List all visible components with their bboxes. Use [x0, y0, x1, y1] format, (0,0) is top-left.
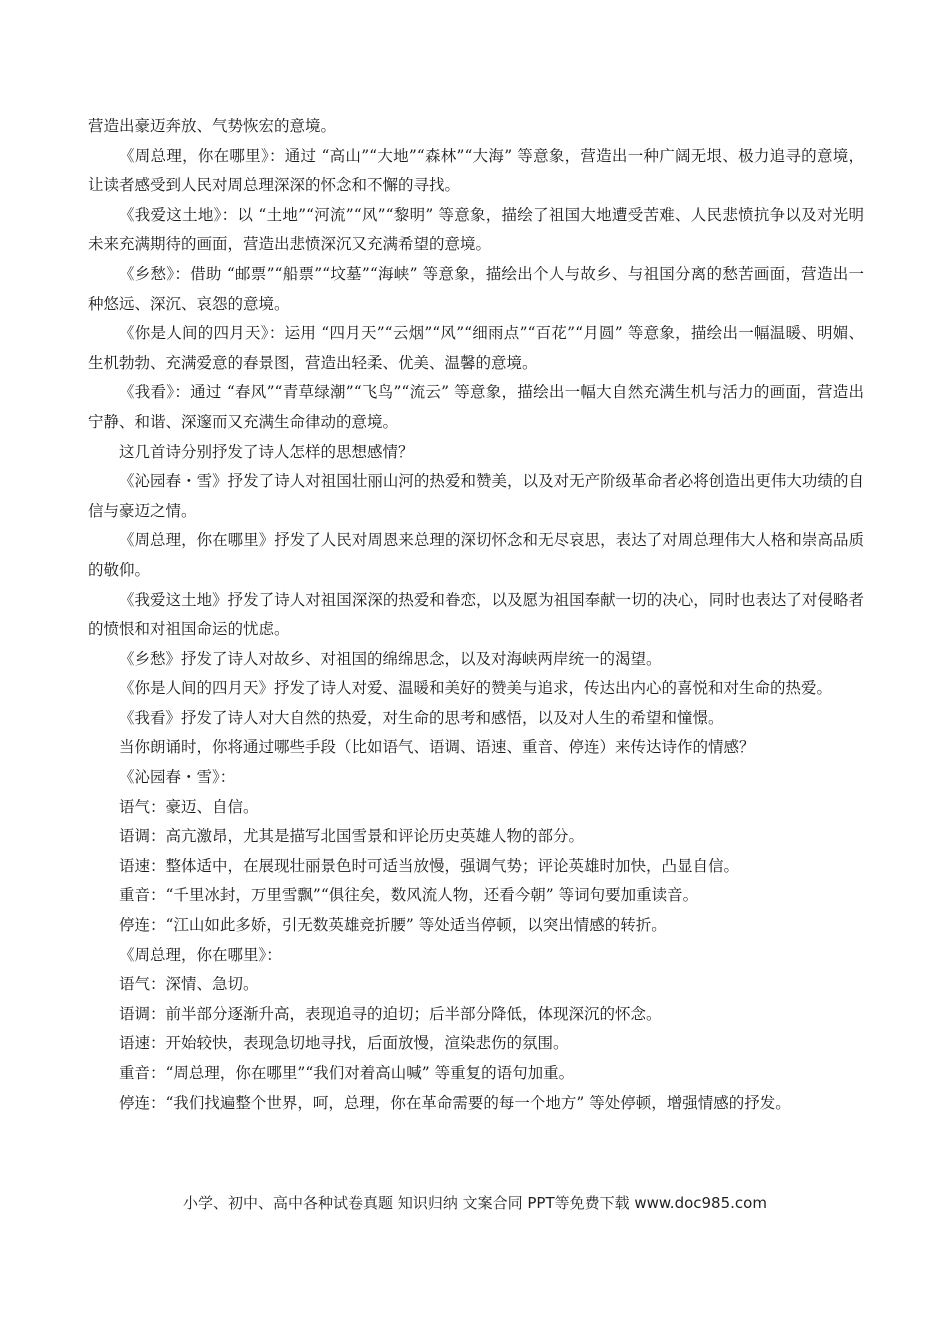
paragraph: 《你是人间的四月天》抒发了诗人对爱、温暖和美好的赞美与追求，传达出内心的喜悦和对生命的热爱。	[119, 679, 833, 698]
paragraph: 语气：豪迈、自信。	[119, 797, 259, 816]
paragraph: 《我爱这土地》：以 “土地”“河流”“风”“黎明” 等意象，描绘了祖国大地遭受苦难、人民悲愤抗争以及对光明未来充满期待的画面，营造出悲愤深沉又充满希望的意境。	[88, 205, 864, 254]
paragraph: 《乡愁》抒发了诗人对故乡、对祖国的绵绵思念，以及对海峡两岸统一的渴望。	[119, 649, 662, 668]
paragraph: 语速：开始较快，表现急切地寻找，后面放慢，渲染悲伤的氛围。	[119, 1034, 569, 1053]
paragraph: 《我爱这土地》抒发了诗人对祖国深深的热爱和眷恋，以及愿为祖国奉献一切的决心，同时也表达了对侵略者的愤恨和对祖国命运的忧虑。	[88, 590, 864, 639]
paragraph: 《周总理，你在哪里》抒发了人民对周恩来总理的深切怀念和无尽哀思，表达了对周总理伟大人格和崇高品质的敬仰。	[88, 531, 864, 579]
paragraph: 语气：深情、急切。	[119, 975, 259, 994]
paragraph: 《乡愁》：借助 “邮票”“船票”“坟墓”“海峡” 等意象，描绘出个人与故乡、与祖国分离的愁苦画面，营造出一种悠远、深沉、哀怨的意境。	[88, 264, 864, 313]
paragraph: 当你朗诵时，你将通过哪些手段（比如语气、语调、语速、重音、停连）来传达诗作的情感？	[119, 738, 755, 757]
paragraph: 《周总理，你在哪里》：	[119, 945, 282, 964]
paragraph: 《我看》抒发了诗人对大自然的热爱，对生命的思考和感悟，以及对人生的希望和憧憬。	[119, 708, 724, 727]
paragraph: 重音：“千里冰封，万里雪飘”“俱往矣，数风流人物，还看今朝” 等词句要加重读音。	[119, 886, 699, 905]
paragraph: 《我看》：通过 “春风”“青草绿潮”“飞鸟”“流云” 等意象，描绘出一幅大自然充满生机与活力的画面，营造出宁静、和谐、深邃而又充满生命律动的意境。	[88, 383, 864, 431]
paragraph: 这几首诗分别抒发了诗人怎样的思想感情？	[119, 442, 414, 461]
paragraph: 《周总理，你在哪里》：通过 “高山”“大地”“森林”“大海” 等意象，营造出一种广阔无垠、极力追寻的意境，让读者感受到人民对周总理深深的怀念和不懈的寻找。	[88, 146, 864, 195]
paragraph: 《你是人间的四月天》：运用 “四月天”“云烟”“风”“细雨点”“百花”“月圆” 等意象，描绘出一幅温暖、明媚、生机勃勃、充满爱意的春景图，营造出轻柔、优美、温馨的意境。	[88, 324, 864, 372]
paragraph: 停连：“我们找遍整个世界，呵，总理，你在革命需要的每一个地方” 等处停顿，增强情感的抒发。	[119, 1093, 791, 1112]
paragraph: 营造出豪迈奔放、气势恢宏的意境。	[88, 117, 337, 135]
paragraph: 停连：“江山如此多娇，引无数英雄竞折腰” 等处适当停顿，以突出情感的转折。	[119, 916, 667, 935]
paragraph: 重音：“周总理，你在哪里”“我们对着高山喊” 等重复的语句加重。	[119, 1064, 575, 1082]
document-body	[88, 112, 864, 1118]
paragraph: 语速：整体适中，在展现壮丽景色时可适当放慢，强调气势；评论英雄时加快，凸显自信。	[119, 856, 740, 875]
footer-banner: 小学、初中、高中各种试卷真题 知识归纳 文案合同 PPT等免费下载 www.doc985.com	[183, 1194, 767, 1212]
paragraph: 《沁园春・雪》：	[119, 768, 236, 787]
paragraph: 语调：高亢激昂，尤其是描写北国雪景和评论历史英雄人物的部分。	[119, 827, 585, 846]
paragraph: 《沁园春・雪》抒发了诗人对祖国壮丽山河的热爱和赞美，以及对无产阶级革命者必将创造出更伟大功绩的自信与豪迈之情。	[88, 472, 864, 520]
paragraph: 语调：前半部分逐渐升高，表现追寻的迫切；后半部分降低，体现深沉的怀念。	[119, 1004, 662, 1023]
